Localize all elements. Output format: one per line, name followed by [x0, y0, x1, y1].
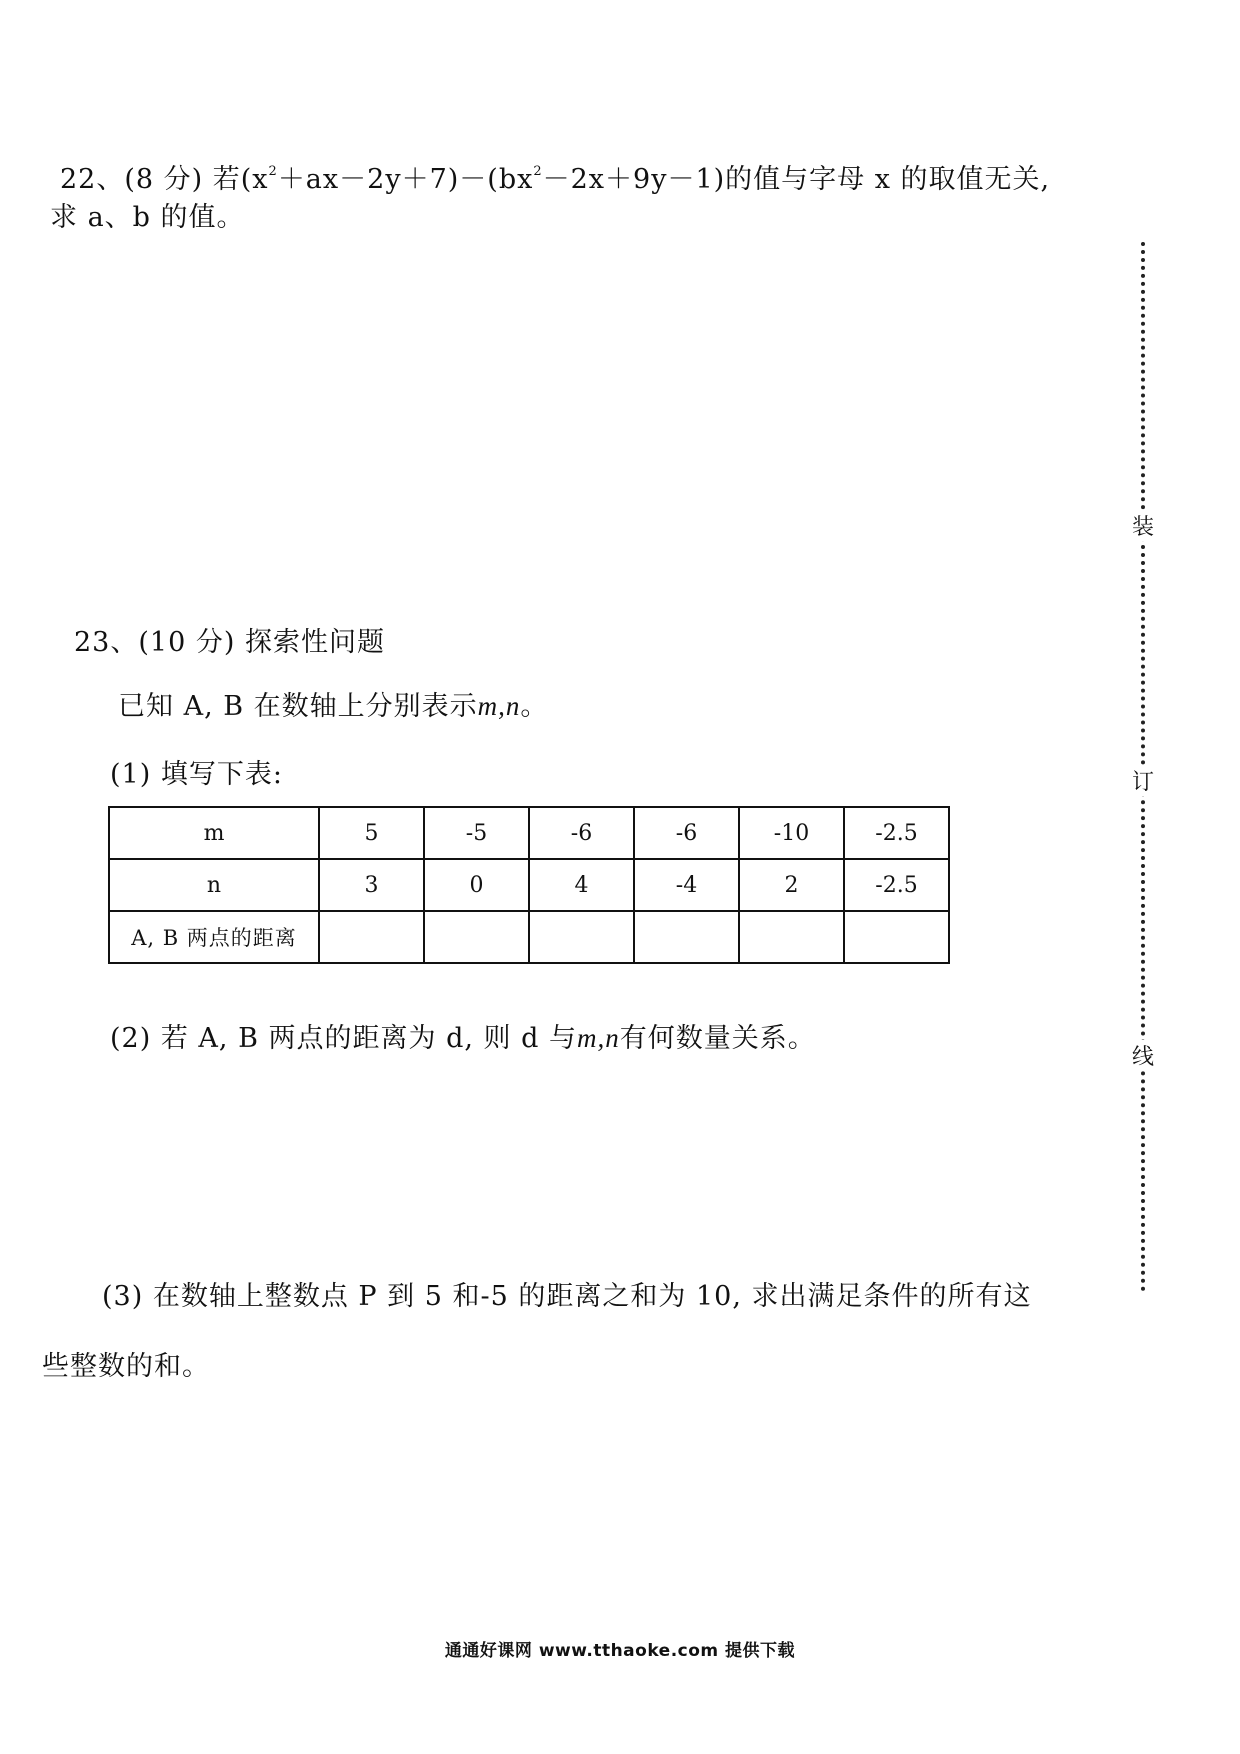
table-cell: 2 — [739, 859, 844, 911]
table-row-m — [109, 807, 949, 859]
distance-table — [108, 806, 950, 964]
table-row-n — [109, 859, 949, 911]
table-cell: 4 — [529, 859, 634, 911]
table-cell: -6 — [634, 807, 739, 859]
q22-sup2: 2 — [533, 164, 543, 179]
q22-mid1: ＋ax－2y＋7)－(bx — [277, 164, 534, 195]
answer-cell[interactable] — [319, 911, 424, 963]
q23-given-suffix: 。 — [520, 691, 549, 722]
q23-title: 23、(10 分) 探索性问题 — [74, 627, 385, 658]
q22-sup1: 2 — [268, 164, 278, 179]
table-row-header: n — [109, 859, 319, 911]
q23-part2 — [110, 1016, 816, 1055]
table-cell: -2.5 — [844, 807, 949, 859]
q22-prefix: 22、(8 分) 若(x — [60, 164, 269, 195]
answer-cell[interactable] — [424, 911, 529, 963]
table-cell: 3 — [319, 859, 424, 911]
table-row-header: m — [109, 807, 319, 859]
q23-part3-line1: (3) 在数轴上整数点 P 到 5 和-5 的距离之和为 10, 求出满足条件的所有这 — [102, 1281, 1032, 1312]
answer-cell[interactable] — [634, 911, 739, 963]
table-cell: -4 — [634, 859, 739, 911]
binding-char-zhuang: 装 — [1128, 510, 1158, 541]
answer-cell[interactable] — [739, 911, 844, 963]
q23-given-prefix: 已知 A, B 在数轴上分别表示 — [118, 691, 478, 722]
q23-part2-suffix: 有何数量关系。 — [619, 1023, 816, 1054]
q23-given — [118, 684, 548, 723]
q23-part2-vars: m,n — [576, 1023, 620, 1053]
q23-part3-line2: 些整数的和。 — [42, 1351, 210, 1382]
q22-line2: 求 a、b 的值。 — [50, 202, 245, 233]
q22-line1 — [60, 157, 1050, 196]
table-cell: -5 — [424, 807, 529, 859]
table-cell: 0 — [424, 859, 529, 911]
footer-credit: 通通好课网 www.tthaoke.com 提供下载 — [444, 1641, 796, 1661]
table-cell: -10 — [739, 807, 844, 859]
binding-char-xian: 线 — [1128, 1040, 1158, 1071]
q23-part1: (1) 填写下表: — [110, 759, 283, 790]
q22-mid2: －2x＋9y－1)的值与字母 x 的取值无关, — [542, 164, 1051, 195]
table-cell: 5 — [319, 807, 424, 859]
q23-given-vars: m,n — [477, 691, 521, 721]
binding-char-ding: 订 — [1128, 765, 1158, 796]
table-row-distance — [109, 911, 949, 963]
table-cell: -6 — [529, 807, 634, 859]
table-row-header: A, B 两点的距离 — [109, 911, 319, 963]
q23-part2-prefix: (2) 若 A, B 两点的距离为 d, 则 d 与 — [110, 1023, 577, 1054]
answer-cell[interactable] — [529, 911, 634, 963]
table-cell: -2.5 — [844, 859, 949, 911]
answer-cell[interactable] — [844, 911, 949, 963]
